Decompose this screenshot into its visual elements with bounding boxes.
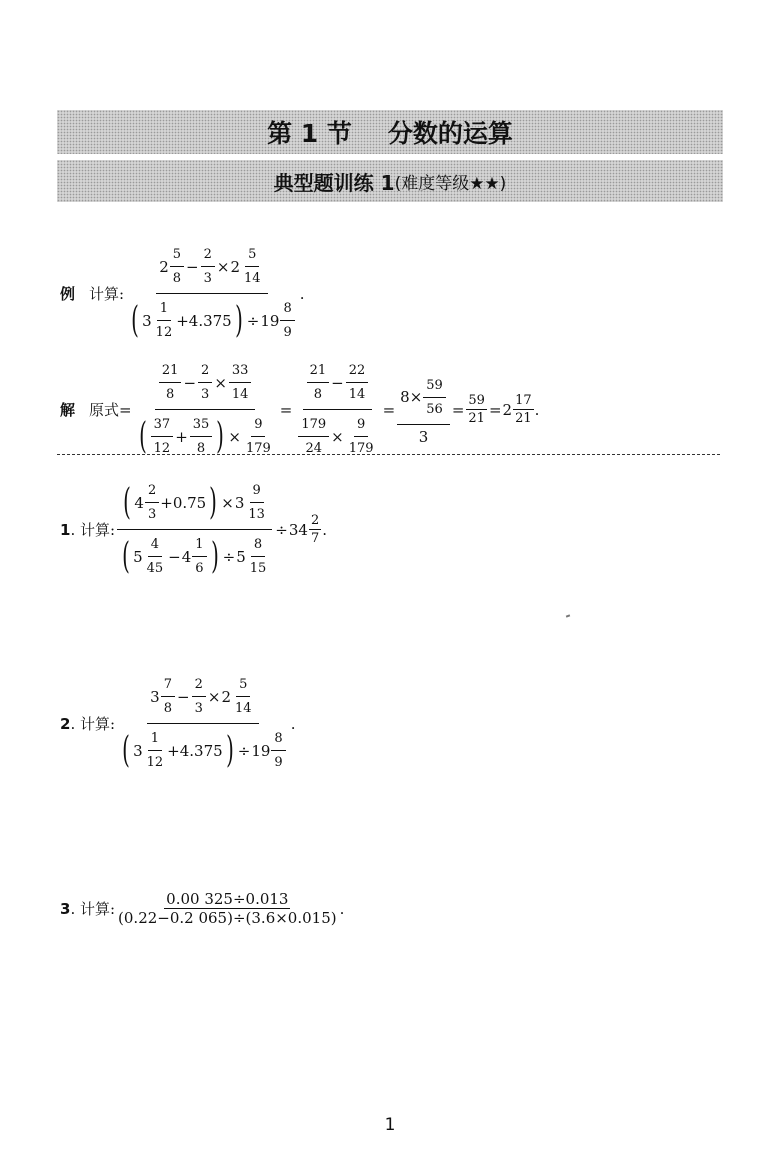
problem-3-expression: $\frac{0.00 325\div 0.013}{(0.22-0.2 065)\div(3.6\times 0.015)}$ <box>118 890 337 927</box>
problem-2-expression: 3 $\frac{7}{8}$ − $\frac{2}{3}$ × 2 $\frac{5}{14}$ ( 3 $\frac{1}{12}$ +4.375 ) ÷ 19 $\frac{8}{9}$ <box>116 670 290 777</box>
subtitle-banner <box>57 160 723 202</box>
problem-number: 3 <box>60 899 71 918</box>
solution-block: 解 原式= $\frac{21}{8}$ − $\frac{2}{3}$ × $\frac{33}{14}$ ( $\frac{37}{12}$ + $\frac{35}{8}$ ) × $\frac{9}{179}$ = $\frac{21}{8}$ − $\frac{22}{14}$ $\frac{179}{24}$ × $\frac{9}{179}$ = 8× $\frac{59}{56}$ 3 = $\frac{59}{21}$ = 2 $\frac{17}{21}$ . <box>60 356 539 463</box>
problem-1: 1 . 计算: ( 4 $\frac{2}{3}$ +0.75 ) × 3 $\frac{9}{13}$ ( 5 $\frac{4}{45}$ − 4 $\frac{1}{6}$ ) ÷ 5 $\frac{8}{15}$ ÷ 34 $\frac{2}{7}$ . <box>60 476 327 583</box>
subtitle-main: 典型题训练 1 <box>273 170 395 195</box>
solution-tag: 解 <box>60 401 76 419</box>
problem-label: . 计算: <box>70 900 116 918</box>
example-label: 计算: <box>89 285 125 303</box>
solution-step-1: $\frac{21}{8}$ − $\frac{2}{3}$ × $\frac{33}{14}$ ( $\frac{37}{12}$ + $\frac{35}{8}$ ) × $\frac{9}{179}$ <box>133 356 278 463</box>
solution-step-2: $\frac{21}{8}$ − $\frac{22}{14}$ $\frac{179}{24}$ × $\frac{9}{179}$ <box>294 356 380 463</box>
solution-step-4: $\frac{59}{21}$ <box>468 393 485 426</box>
solution-label: 原式= <box>89 401 132 419</box>
page-number: 1 <box>384 1115 396 1135</box>
section-number: 第 1 节 <box>267 119 352 148</box>
problem-label: . 计算: <box>70 521 116 539</box>
solution-step-3: 8× $\frac{59}{56}$ 3 <box>397 371 450 449</box>
problem-3: 3 . 计算: $\frac{0.00 325\div 0.013}{(0.22-0.2 065)\div(3.6\times 0.015)}$ . <box>60 890 345 927</box>
section-title: 分数的运算 <box>387 119 513 148</box>
solution-answer-whole: 2 <box>502 400 513 419</box>
difficulty-level: (难度等级★★) <box>394 173 507 194</box>
problem-number: 1 <box>60 520 71 539</box>
problem-number: 2 <box>60 714 71 733</box>
example-block: 例 计算: 2 $\frac{5}{8}$ − $\frac{2}{3}$ × 2 $\frac{5}{14}$ ( 3 $\frac{1}{12}$ +4.375 ) ÷ 19 $\frac{8}{9}$ . <box>60 240 305 347</box>
example-expression: 2 $\frac{5}{8}$ − $\frac{2}{3}$ × 2 $\frac{5}{14}$ ( 3 $\frac{1}{12}$ +4.375 ) ÷ 19 $\frac{8}{9}$ <box>125 240 299 347</box>
problem-label: . 计算: <box>70 715 116 733</box>
dashed-divider <box>57 454 720 455</box>
section-title-banner <box>57 110 723 154</box>
problem-2: 2 . 计算: 3 $\frac{7}{8}$ − $\frac{2}{3}$ × 2 $\frac{5}{14}$ ( 3 $\frac{1}{12}$ +4.375 ) ÷ 19 $\frac{8}{9}$ . <box>60 670 295 777</box>
example-tag: 例 <box>60 285 76 303</box>
problem-1-expression: ( 4 $\frac{2}{3}$ +0.75 ) × 3 $\frac{9}{13}$ ( 5 $\frac{4}{45}$ − 4 $\frac{1}{6}$ ) ÷ 5 $\frac{8}{15}$ <box>116 476 273 583</box>
ink-speck <box>566 614 570 617</box>
solution-answer-fraction: $\frac{17}{21}$ <box>515 393 532 426</box>
